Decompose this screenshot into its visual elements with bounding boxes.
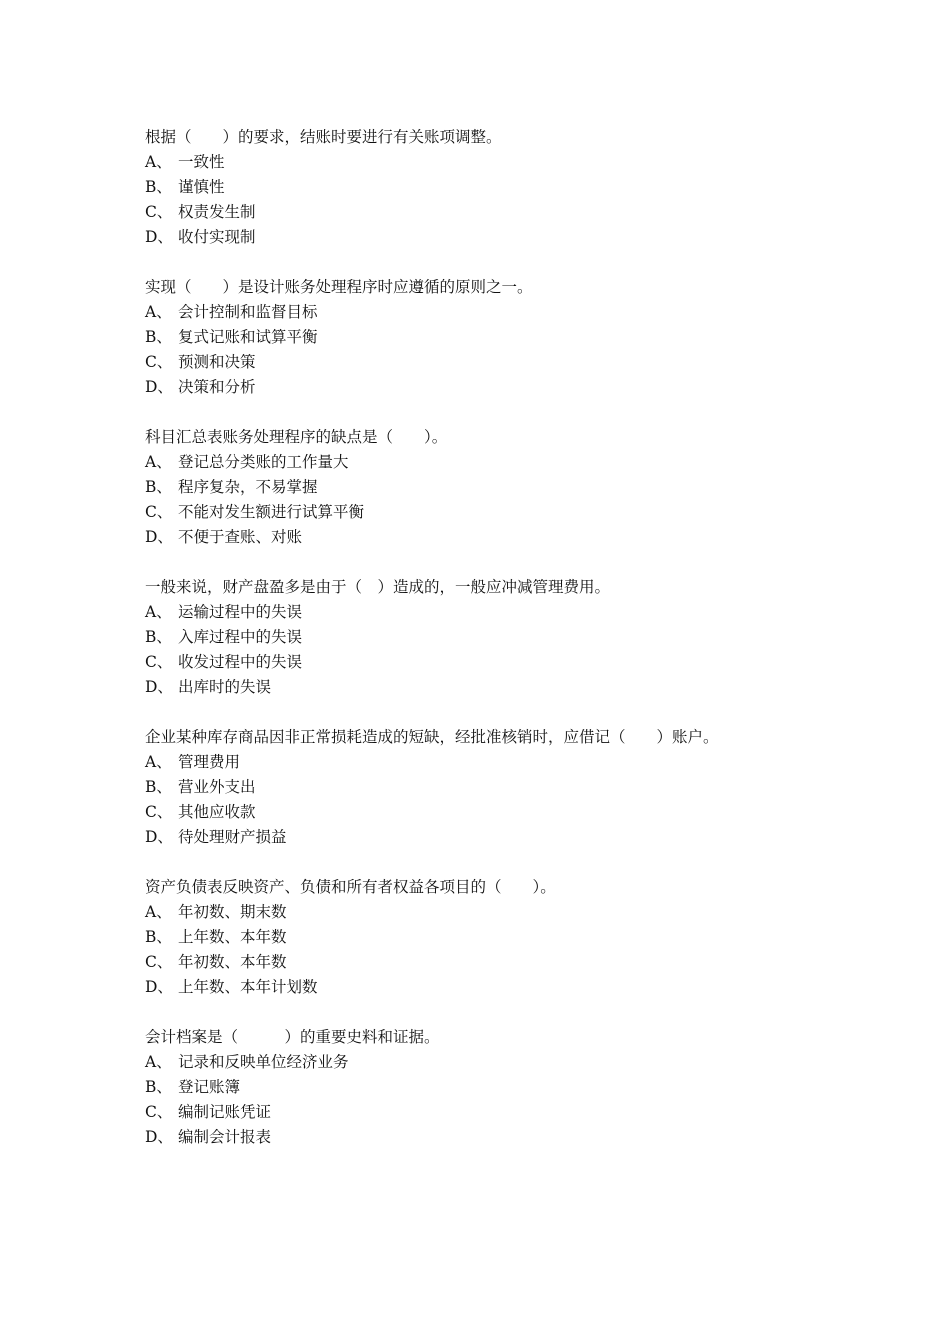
option-text: 会计控制和监督目标 [178,303,318,321]
option-text: 一致性 [178,153,225,171]
question-stem: 实现（ ）是设计账务处理程序时应遵循的原则之一。 [145,278,533,296]
option-c [145,650,845,675]
option-letter: D、 [145,228,173,246]
option-text: 程序复杂，不易掌握 [178,478,318,496]
option-letter: C、 [145,653,173,671]
option-a [145,300,845,325]
option-text: 登记账簿 [178,1078,241,1096]
option-letter: C、 [145,953,173,971]
option-text: 待处理财产损益 [178,828,287,846]
question-list [145,125,845,1175]
question-stem: 会计档案是（ ）的重要史料和证据。 [145,1028,440,1046]
option-text: 权责发生制 [178,203,256,221]
option-text: 编制记账凭证 [178,1103,272,1121]
option-text: 预测和决策 [178,353,256,371]
option-letter: A、 [145,1053,172,1071]
option-b [145,925,845,950]
option-text: 决策和分析 [178,378,256,396]
option-letter: A、 [145,153,172,171]
option-letter: C、 [145,803,173,821]
option-text: 出库时的失误 [178,678,272,696]
option-text: 收发过程中的失误 [178,653,303,671]
question-7 [145,1025,845,1150]
question-4 [145,575,845,700]
option-text: 年初数、期末数 [178,903,287,921]
option-letter: B、 [145,178,172,196]
option-letter: C、 [145,203,173,221]
option-letter: A、 [145,453,172,471]
question-stem: 科目汇总表账务处理程序的缺点是（ ）。 [145,428,448,446]
option-text: 其他应收款 [178,803,256,821]
option-text: 不便于查账、对账 [178,528,303,546]
option-text: 上年数、本年数 [178,928,287,946]
option-letter: A、 [145,603,172,621]
option-letter: B、 [145,1078,172,1096]
question-3 [145,425,845,550]
option-d [145,975,845,1000]
option-text: 营业外支出 [178,778,256,796]
option-letter: D、 [145,378,173,396]
option-letter: C、 [145,353,173,371]
option-letter: B、 [145,928,172,946]
option-text: 编制会计报表 [178,1128,272,1146]
option-text: 记录和反映单位经济业务 [178,1053,349,1071]
option-c [145,800,845,825]
option-text: 入库过程中的失误 [178,628,303,646]
option-b [145,1075,845,1100]
option-text: 收付实现制 [178,228,256,246]
option-text: 复式记账和试算平衡 [178,328,318,346]
option-d [145,1125,845,1150]
question-stem: 根据（ ）的要求，结账时要进行有关账项调整。 [145,128,502,146]
option-d [145,225,845,250]
option-text: 运输过程中的失误 [178,603,303,621]
option-d [145,525,845,550]
question-6 [145,875,845,1000]
question-2 [145,275,845,400]
option-b [145,325,845,350]
option-a [145,750,845,775]
option-c [145,350,845,375]
option-letter: B、 [145,628,172,646]
option-a [145,900,845,925]
option-b [145,175,845,200]
option-b [145,475,845,500]
option-c [145,950,845,975]
option-c [145,1100,845,1125]
option-a [145,450,845,475]
question-stem: 一般来说，财产盘盈多是由于（ ）造成的，一般应冲减管理费用。 [145,578,611,596]
option-letter: A、 [145,303,172,321]
option-letter: C、 [145,503,173,521]
question-1 [145,125,845,250]
option-d [145,825,845,850]
option-d [145,375,845,400]
option-b [145,625,845,650]
option-d [145,675,845,700]
option-text: 谨慎性 [178,178,225,196]
option-a [145,1050,845,1075]
option-c [145,500,845,525]
option-letter: D、 [145,978,173,996]
option-b [145,775,845,800]
option-text: 管理费用 [178,753,241,771]
option-a [145,600,845,625]
option-letter: A、 [145,753,172,771]
option-a [145,150,845,175]
option-text: 登记总分类账的工作量大 [178,453,349,471]
option-letter: B、 [145,328,172,346]
option-letter: D、 [145,528,173,546]
option-c [145,200,845,225]
option-letter: A、 [145,903,172,921]
option-letter: D、 [145,1128,173,1146]
question-stem: 资产负债表反映资产、负债和所有者权益各项目的（ ）。 [145,878,556,896]
option-letter: D、 [145,678,173,696]
option-text: 不能对发生额进行试算平衡 [178,503,365,521]
option-letter: B、 [145,778,172,796]
option-text: 上年数、本年计划数 [178,978,318,996]
question-stem: 企业某种库存商品因非正常损耗造成的短缺，经批准核销时，应借记（ ）账户。 [145,728,719,746]
question-5 [145,725,845,850]
option-text: 年初数、本年数 [178,953,287,971]
option-letter: D、 [145,828,173,846]
option-letter: B、 [145,478,172,496]
option-letter: C、 [145,1103,173,1121]
